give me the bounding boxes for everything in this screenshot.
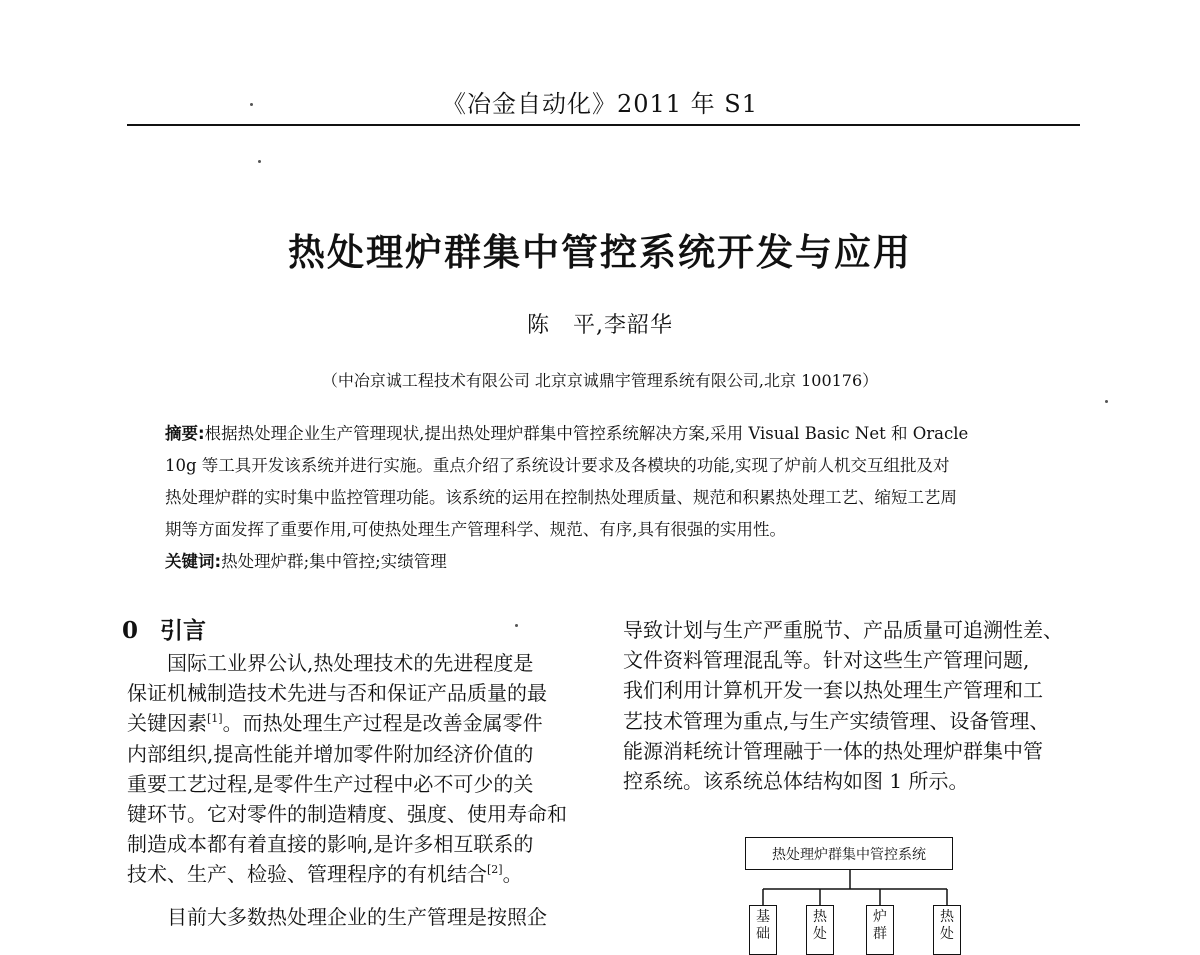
body-line: 导致计划与生产严重脱节、产品质量可追溯性差、 xyxy=(623,618,1063,642)
abstract-line: 期等方面发挥了重要作用,可使热处理生产管理科学、规范、有序,具有很强的实用性。 xyxy=(165,520,786,539)
body-line: 保证机械制造技术先进与否和保证产品质量的最 xyxy=(127,681,547,706)
left-column xyxy=(127,648,567,932)
paper-title: 热处理炉群集中管控系统开发与应用 xyxy=(288,231,912,274)
abstract-line: 摘要:根据热处理企业生产管理现状,提出热处理炉群集中管控系统解决方案,采用 Visual Basic Net 和 Oracle xyxy=(165,424,969,443)
scan-speck xyxy=(250,103,253,106)
body-line: 键环节。它对零件的制造精度、强度、使用寿命和 xyxy=(127,802,567,827)
diagram-connectors xyxy=(740,869,970,909)
right-column xyxy=(623,615,1063,796)
abstract-label: 摘要: xyxy=(165,424,205,443)
body-line: 国际工业界公认,热处理技术的先进程度是 xyxy=(167,651,534,675)
citation-ref: [2] xyxy=(487,863,503,877)
body-line: 技术、生产、检验、管理程序的有机结合[2]。 xyxy=(127,862,523,887)
journal-header: 《冶金自动化》2011 年 S1 xyxy=(441,90,759,118)
keywords: 热处理炉群;集中管控;实绩管理 xyxy=(221,552,447,571)
scan-speck xyxy=(258,160,261,163)
body-line: 文件资料管理混乱等。针对这些生产管理问题, xyxy=(623,648,1030,673)
body-line: 目前大多数热处理企业的生产管理是按照企 xyxy=(167,904,547,929)
body-line: 能源消耗统计管理融于一体的热处理炉群集中管 xyxy=(623,738,1043,763)
scan-speck xyxy=(1105,400,1108,403)
diagram-child-node: 热 处 xyxy=(933,905,961,955)
section-number: 0 xyxy=(122,617,139,644)
section-title: 引言 xyxy=(160,618,207,644)
body-line: 艺技术管理为重点,与生产实绩管理、设备管理、 xyxy=(623,708,1050,733)
citation-ref: [1] xyxy=(207,712,223,726)
keywords-line xyxy=(165,548,447,572)
paper-affiliation: （中冶京诚工程技术有限公司 北京京诚鼎宇管理系统有限公司,北京 100176） xyxy=(321,371,879,390)
header-rule xyxy=(127,124,1080,126)
diagram-root-node: 热处理炉群集中管控系统 xyxy=(745,837,953,870)
body-line: 我们利用计算机开发一套以热处理生产管理和工 xyxy=(623,678,1043,703)
abstract-line: 热处理炉群的实时集中监控管理功能。该系统的运用在控制热处理质量、规范和积累热处理工艺、缩短工艺周 xyxy=(165,488,957,507)
keywords-label: 关键词: xyxy=(165,552,222,571)
body-line: 关键因素[1]。而热处理生产过程是改善金属零件 xyxy=(127,711,543,736)
scan-speck xyxy=(515,624,518,627)
diagram-child-node: 炉 群 xyxy=(866,905,894,955)
body-line: 控系统。该系统总体结构如图 1 所示。 xyxy=(623,769,969,794)
diagram-child-node: 基 础 xyxy=(749,905,777,955)
body-line: 制造成本都有着直接的影响,是许多相互联系的 xyxy=(127,832,534,857)
paper-authors: 陈 平,李韶华 xyxy=(527,313,673,338)
section-heading xyxy=(122,612,206,645)
body-line: 内部组织,提高性能并增加零件附加经济价值的 xyxy=(127,741,534,766)
abstract-line: 10g 等工具开发该系统并进行实施。重点介绍了系统设计要求及各模块的功能,实现了炉前人机交互组批及对 xyxy=(165,456,950,475)
body-line: 重要工艺过程,是零件生产过程中必不可少的关 xyxy=(127,771,534,796)
diagram-child-node: 热 处 xyxy=(806,905,834,955)
